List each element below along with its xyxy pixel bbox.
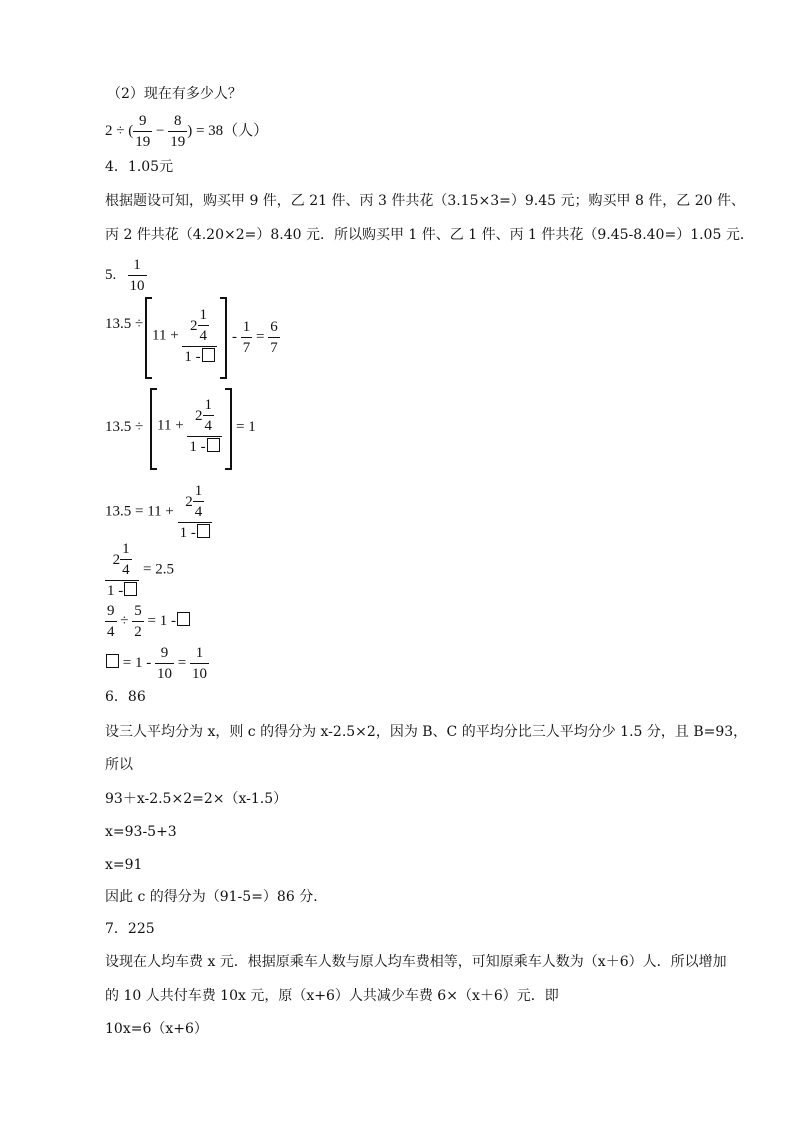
paragraph-line: 所以 (105, 757, 133, 773)
fraction (120, 540, 132, 579)
denominator (105, 580, 139, 600)
eq-text: = 1 (236, 419, 256, 435)
equation-line: x=91 (105, 857, 143, 873)
whole-part: 2 (195, 407, 203, 424)
blank-box-icon (202, 348, 215, 362)
denominator: 19 (168, 131, 187, 151)
eq-text: = (256, 328, 265, 345)
fraction (241, 318, 253, 357)
fraction (203, 396, 215, 435)
paragraph-line: 设现在人均车费 x 元．根据原乘车人数与原人均车费相等，可知原乘车人数为（x＋6）人．所以增加 (105, 954, 727, 970)
denominator: 4 (193, 501, 205, 521)
denominator: 4 (120, 559, 132, 579)
eq-text: - (232, 328, 237, 345)
paragraph-line: 设三人平均分为 x，则 c 的得分为 x-2.5×2，因为 B、C 的平均分比三人平均分少 1.5 分，且 B=93， (105, 724, 748, 740)
eq-text: − (155, 122, 165, 139)
whole-part: 2 (190, 317, 198, 334)
complex-fraction (178, 482, 212, 542)
eq-text: = 2.5 (143, 561, 174, 578)
eq-text: 2 ÷ ( (105, 122, 134, 139)
fraction (105, 602, 117, 641)
denominator: 10 (128, 275, 147, 295)
denominator: 10 (190, 663, 209, 683)
denominator (178, 522, 212, 542)
fraction (132, 602, 144, 641)
equation-step-1-tail (232, 318, 280, 357)
numerator: 6 (270, 319, 278, 335)
equation-step-4 (105, 540, 174, 600)
eq-text: 11 + (152, 327, 179, 344)
bracket-left (145, 297, 152, 379)
eq-text: 1 - (184, 349, 201, 365)
equation-step-5 (105, 602, 190, 641)
mixed-number (185, 482, 204, 521)
fraction (190, 644, 209, 683)
blank-box-icon (197, 524, 210, 538)
denominator: 4 (105, 621, 117, 641)
numerator: 1 (133, 257, 141, 273)
denominator: 2 (132, 621, 144, 641)
numerator: 1 (195, 645, 204, 661)
answer-label: 5. (105, 266, 117, 283)
blank-box-icon (207, 438, 220, 452)
eq-text: 13.5 ÷ (105, 316, 144, 332)
answer-q4: 4．1.05元 (105, 159, 174, 175)
denominator: 19 (133, 131, 152, 151)
denominator: 10 (155, 663, 174, 683)
numerator: 1 (242, 319, 251, 335)
numerator: 5 (134, 603, 142, 619)
eq-text: 13.5 ÷ (105, 419, 144, 435)
eq-text: = 1 - (122, 654, 152, 671)
numerator (105, 540, 139, 580)
eq-text: 1 - (107, 583, 124, 599)
equation-q3 (105, 112, 268, 151)
numerator: 1 (194, 483, 203, 499)
fraction (198, 306, 210, 345)
answer-q5 (105, 256, 147, 295)
whole-part: 2 (112, 551, 121, 568)
numerator (187, 396, 221, 436)
equation-line: 93＋x-2.5×2=2×（x-1.5） (105, 791, 288, 807)
equation-step-1-inner (152, 306, 217, 366)
equation-line: 10x=6（x+6） (105, 1021, 208, 1037)
question-text: （2）现在有多少人？ (107, 86, 242, 102)
equation-step-6 (105, 644, 209, 683)
complex-fraction (105, 540, 139, 600)
complex-fraction (187, 396, 221, 456)
fraction (155, 644, 174, 683)
numerator: 1 (199, 307, 208, 323)
eq-text: = (177, 654, 187, 671)
equation-step-2-tail (236, 418, 256, 436)
numerator (178, 482, 212, 522)
numerator (182, 306, 216, 346)
mixed-number (113, 540, 132, 579)
equation-step-2 (105, 418, 143, 436)
blank-box-icon (106, 654, 119, 668)
fraction (168, 112, 187, 151)
denominator (187, 436, 221, 456)
eq-text: 13.5 = 11 + (105, 503, 174, 520)
bracket-right (220, 297, 227, 379)
numerator: 8 (173, 113, 182, 129)
mixed-number (195, 396, 214, 435)
mixed-number (190, 306, 209, 345)
paragraph-line: 因此 c 的得分为（91-5=）86 分． (105, 889, 328, 905)
numerator: 9 (138, 113, 147, 129)
numerator: 1 (204, 397, 213, 413)
blank-box-icon (124, 582, 137, 596)
denominator: 4 (198, 325, 210, 345)
equation-step-2-inner (157, 396, 222, 456)
eq-text: = 1 - (147, 612, 176, 629)
answer-q6: 6．86 (105, 689, 146, 705)
paragraph-line: 丙 2 件共花（4.20×2=）8.40 元．所以购买甲 1 件、乙 1 件、丙 1 件共花（9.45-8.40=）1.05 元． (105, 227, 754, 243)
eq-text: ) = 38（人） (187, 122, 269, 139)
answer-q7: 7．225 (105, 921, 155, 937)
denominator (182, 346, 216, 366)
fraction (268, 318, 280, 357)
eq-text: ÷ (120, 612, 129, 629)
whole-part: 2 (185, 493, 193, 510)
paragraph-line: 根据题设可知，购买甲 9 件，乙 21 件、丙 3 件共花（3.15×3=）9.45 元；购买甲 8 件，乙 20 件、 (105, 193, 746, 209)
eq-text: 1 - (179, 525, 196, 541)
equation-step-1 (105, 315, 143, 333)
equation-step-3 (105, 482, 212, 542)
eq-text: 1 - (189, 439, 206, 455)
eq-text: 11 + (157, 417, 184, 434)
equation-line: x=93-5+3 (105, 824, 177, 840)
paragraph-line: 的 10 人共付车费 10x 元，原（x+6）人共减少车费 6×（x＋6）元．即 (105, 988, 559, 1004)
fraction (128, 256, 147, 295)
fraction (193, 482, 205, 521)
bracket-right (225, 388, 232, 470)
fraction (133, 112, 152, 151)
numerator: 9 (107, 603, 115, 619)
numerator: 9 (160, 645, 169, 661)
bracket-left (150, 388, 157, 470)
denominator: 7 (268, 337, 280, 357)
complex-fraction (182, 306, 216, 366)
numerator: 1 (122, 541, 130, 557)
denominator: 4 (203, 415, 215, 435)
denominator: 7 (241, 337, 253, 357)
blank-box-icon (177, 612, 190, 626)
